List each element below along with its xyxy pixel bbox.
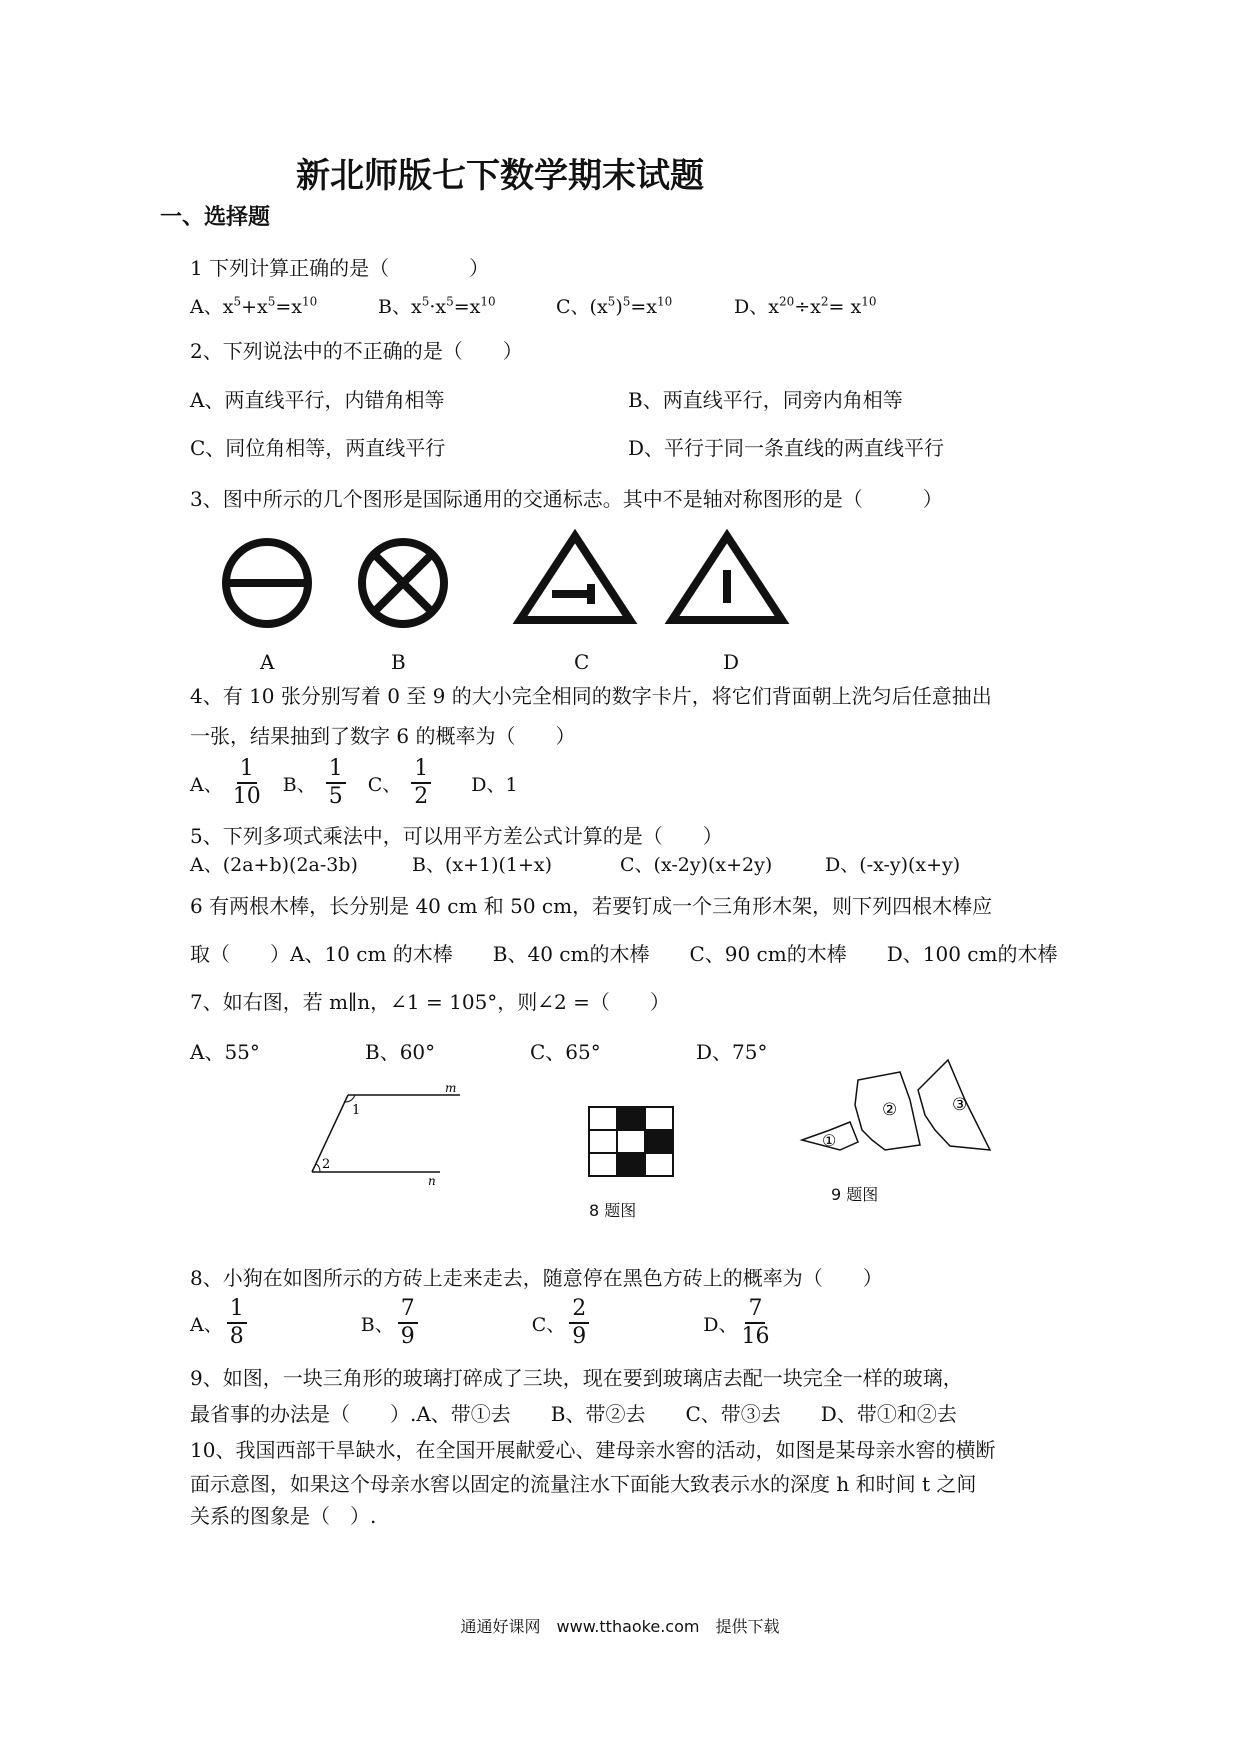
q5-option-c: C、(x-2y)(x+2y) <box>620 854 773 876</box>
sign-c-icon <box>520 536 630 620</box>
q1-option-c: C、$(x^5)^5=x^{10}$ <box>556 294 673 318</box>
parallel-lines-figure <box>300 1080 480 1188</box>
q8-options: A、 $\frac{1}{8}$ B、 $\frac{7}{9}$ C、 $\frac{2}{9}$ D、 $\frac{7}{16}$ <box>190 1296 770 1349</box>
q4-fraction-c: $\frac{1}{2}$ <box>411 756 431 810</box>
q1-option-b: B、$x^5\cdot x^5=x^{10}$ <box>378 294 496 318</box>
q9-line2: 最省事的办法是（ ）.A、带①去 B、带②去 C、带③去 D、带①和②去 <box>190 1402 957 1426</box>
q7-option-b: B、60° <box>365 1040 436 1064</box>
q10-line2: 面示意图，如果这个母亲水窖以固定的流量注水下面能大致表示水的深度 h 和时间 t 之间 <box>190 1472 977 1496</box>
q1-stem: 1 下列计算正确的是（ ） <box>190 256 490 280</box>
q5-option-b: B、(x+1)(1+x) <box>412 854 553 876</box>
sign-a-icon <box>226 542 308 624</box>
q4-fraction-a: $\frac{1}{10}$ <box>232 756 261 809</box>
q1-option-d: D、$x^{20}\div x^2= x^{10}$ <box>734 294 877 318</box>
q5-option-a: A、(2a+b)(2a-3b) <box>190 854 358 876</box>
piece-1-label: ① <box>822 1131 837 1150</box>
q2-option-a: A、两直线平行，内错角相等 <box>190 388 445 412</box>
fig9-caption: 9 题图 <box>831 1185 879 1204</box>
angle-2-label: 2 <box>322 1157 331 1172</box>
q7-option-c: C、65° <box>530 1040 601 1064</box>
line-m-label: m <box>445 1081 457 1095</box>
sign-d-icon <box>672 536 782 620</box>
q10-line3: 关系的图象是（ ）. <box>190 1504 377 1528</box>
sign-label-c: C <box>574 650 590 674</box>
sign-b-icon <box>362 542 444 624</box>
sign-label-b: B <box>391 650 406 674</box>
piece-2-label: ② <box>882 1100 898 1120</box>
q2-option-b: B、两直线平行，同旁内角相等 <box>628 388 903 412</box>
footer-credit: 通通好课网 www.tthaoke.com 提供下载 <box>460 1617 780 1636</box>
q8-fraction-d: $\frac{7}{16}$ <box>741 1296 770 1349</box>
q6-line2: 取（ ）A、10 cm 的木棒 B、40 cm的木棒 C、90 cm的木棒 D、100 cm的木棒 <box>190 942 1058 966</box>
q4-fraction-b: $\frac{1}{5}$ <box>326 756 346 810</box>
q8-fraction-a: $\frac{1}{8}$ <box>227 1296 247 1350</box>
q5-stem: 5、下列多项式乘法中，可以用平方差公式计算的是（ ） <box>190 824 723 848</box>
q5-option-d: D、(-x-y)(x+y) <box>825 854 961 876</box>
q2-stem: 2、下列说法中的不正确的是（ ） <box>190 339 523 363</box>
angle-1-label: 1 <box>352 1103 361 1118</box>
line-n-label: n <box>428 1174 436 1188</box>
q8-fraction-b: $\frac{7}{9}$ <box>398 1296 418 1350</box>
q2-option-c: C、同位角相等，两直线平行 <box>190 436 446 460</box>
q8-stem: 8、小狗在如图所示的方砖上走来走去，随意停在黑色方砖上的概率为（ ） <box>190 1266 883 1290</box>
q9-line1: 9、如图，一块三角形的玻璃打碎成了三块，现在要到玻璃店去配一块完全一样的玻璃， <box>190 1366 963 1390</box>
section-heading: 一、选择题 <box>160 205 271 230</box>
q3-stem: 3、图中所示的几个图形是国际通用的交通标志。其中不是轴对称图形的是（ ） <box>190 487 943 511</box>
q4-line2: 一张，结果抽到了数字 6 的概率为（ ） <box>190 724 576 748</box>
q1-option-a: A、$x^5+x^5=x^{10}$ <box>190 294 318 318</box>
q8-fraction-c: $\frac{2}{9}$ <box>569 1296 589 1350</box>
broken-glass-figure <box>800 1050 1000 1170</box>
q7-stem: 7、如右图，若 m∥n，∠1 = 105°，则∠2 =（ ） <box>190 990 670 1014</box>
page-title: 新北师版七下数学期末试题 <box>296 156 704 196</box>
q7-option-a: A、55° <box>190 1040 260 1064</box>
sign-label-d: D <box>723 650 740 674</box>
traffic-signs-figure <box>200 528 820 638</box>
q4-options: A、 $\frac{1}{10}$ B、 $\frac{1}{5}$ C、 $\frac{1}{2}$ D、1 <box>190 756 518 809</box>
tile-grid-figure <box>588 1106 678 1180</box>
q2-option-d: D、平行于同一条直线的两直线平行 <box>628 436 945 460</box>
piece-3-label: ③ <box>952 1095 968 1115</box>
q4-line1: 4、有 10 张分别写着 0 至 9 的大小完全相同的数字卡片，将它们背面朝上洗匀后任意抽出 <box>190 684 992 708</box>
q7-option-d: D、75° <box>696 1040 768 1064</box>
sign-label-a: A <box>260 650 275 674</box>
fig8-caption: 8 题图 <box>589 1201 637 1220</box>
q10-line1: 10、我国西部干旱缺水，在全国开展献爱心、建母亲水窖的活动，如图是某母亲水窖的横断 <box>190 1438 996 1462</box>
q6-line1: 6 有两根木棒，长分别是 40 cm 和 50 cm，若要钉成一个三角形木架，则下列四根木棒应 <box>190 894 993 918</box>
